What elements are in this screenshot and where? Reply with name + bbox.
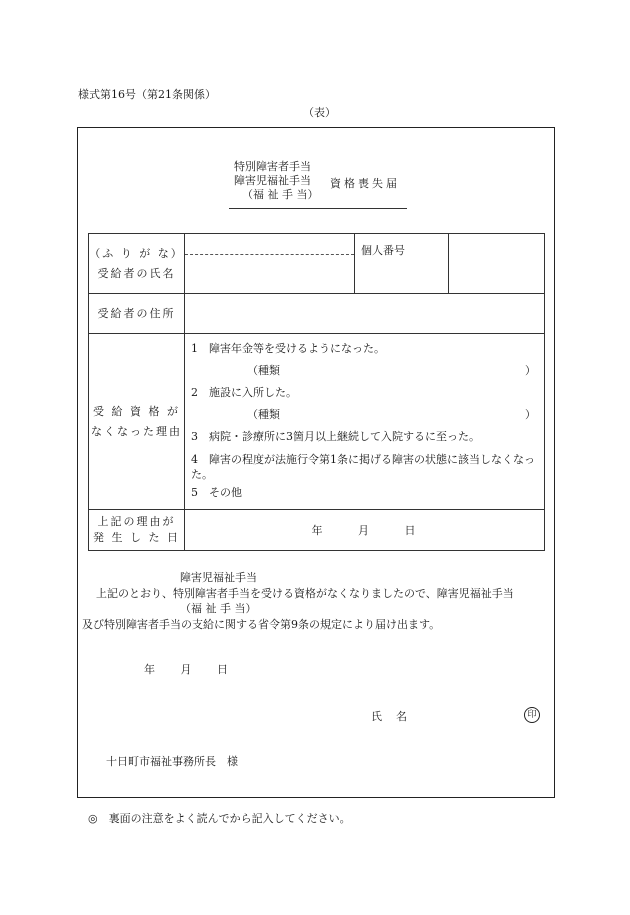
individual-number-label-cell [355,234,449,294]
form-number: 様式第16号（第21条関係） [78,88,216,101]
individual-number-input-cell[interactable] [449,234,545,294]
side-label: （表） [303,106,336,119]
furigana-dashed-line [185,254,354,255]
name-row [89,234,545,294]
address-input-cell[interactable] [185,294,545,334]
date-label-1: 上記の理由が [97,515,176,528]
title-status: 資格喪失届 [330,177,400,190]
name-label-cell [89,234,185,294]
date-label-cell [89,510,185,551]
addressee: 十日町市福祉事務所長 様 [106,755,238,768]
kind-label-2: （種類 [247,408,280,421]
reason-option-3[interactable]: 3 病院・診療所に3箇月以上継続して入院するに至った。 [191,430,480,443]
reason-kind-1[interactable] [191,360,538,382]
title-line-2: 障害児福祉手当 [234,174,311,187]
date-year: 年 [311,524,325,537]
address-row [89,294,545,334]
reason-label-2: なくなった理由 [91,424,182,438]
date-label-2: 発 生 し た 日 [93,531,180,544]
reason-kind-2[interactable] [191,404,538,426]
kind-label-1: （種類 [247,364,280,377]
address-label: 受給者の住所 [89,294,185,334]
individual-number-label: 個人番号 [361,244,405,257]
declaration-line-2: 上記のとおり、特別障害者手当を受ける資格がなくなりましたので、障害児福祉手当 [96,587,514,600]
declaration-line-1: 障害児福祉手当 [180,571,257,584]
reason-option-1[interactable]: 1 障害年金等を受けるようになった。 [191,342,385,355]
seal-mark: 印 [524,707,540,723]
kind-close-1: ） [525,364,536,377]
reason-option-5[interactable]: 5 その他 [191,486,242,499]
reason-options[interactable] [185,334,545,510]
kind-close-2: ） [525,408,536,421]
submission-year: 年 [144,663,155,676]
footer-note: ◎ 裏面の注意をよく読んでから記入してください。 [88,812,351,825]
reason-option-2[interactable]: 2 施設に入所した。 [191,386,297,399]
submission-day: 日 [217,663,228,676]
date-row [89,510,545,551]
name-input-cell[interactable] [185,234,355,294]
title-line-1: 特別障害者手当 [234,160,311,173]
reason-label-1: 受 給 資 格 が [93,404,180,418]
date-month: 月 [358,524,371,537]
occurrence-date-field[interactable] [185,510,545,551]
title-line-3: （福 祉 手 当） [242,188,319,201]
date-day: 日 [404,524,418,537]
reason-option-4[interactable]: 4 障害の程度が法施行令第1条に掲げる障害の状態に該当しなくなった。 [191,453,535,481]
name-label: 受給者の氏名 [97,266,176,280]
signature-name-label: 氏名 [371,710,421,723]
main-table [88,233,545,551]
reason-label-cell [89,334,185,510]
declaration-line-3: （福 祉 手 当） [180,602,257,615]
furigana-label: （ふ り が な） [89,246,184,260]
title-underline [229,208,407,209]
submission-date-field[interactable] [144,661,250,677]
declaration-line-4: 及び特別障害者手当の支給に関する省令第9条の規定により届け出ます。 [82,618,441,631]
submission-month: 月 [180,663,192,676]
reason-row [89,334,545,510]
